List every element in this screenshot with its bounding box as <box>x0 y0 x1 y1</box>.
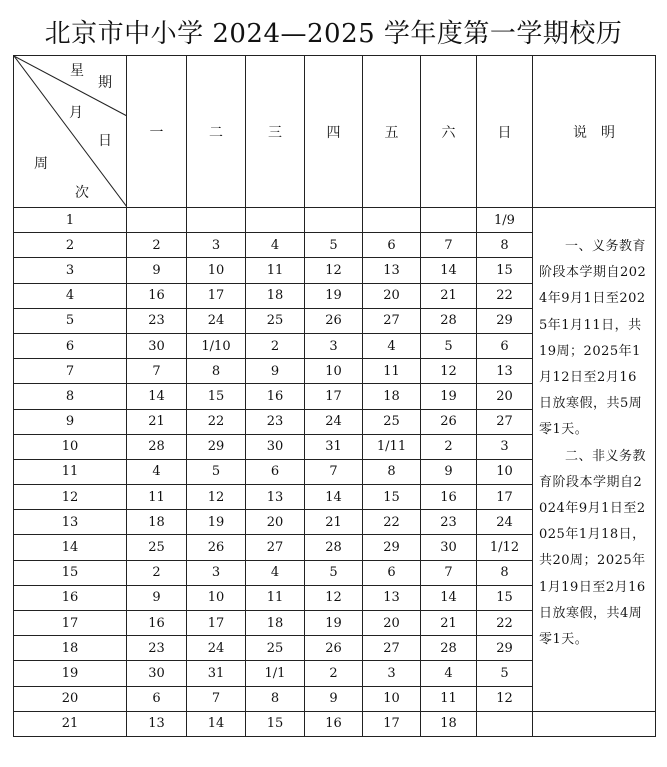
date-cell: 13 <box>246 485 305 510</box>
date-cell <box>305 208 363 233</box>
date-cell: 29 <box>477 636 533 661</box>
school-calendar-table-frame <box>13 55 655 759</box>
week-number-cell: 12 <box>14 485 127 510</box>
date-cell <box>246 208 305 233</box>
date-cell: 13 <box>363 258 421 283</box>
week-number-cell: 13 <box>14 510 127 535</box>
week-number-cell: 18 <box>14 636 127 661</box>
date-cell: 26 <box>187 535 246 560</box>
table-row <box>14 711 656 736</box>
week-number-cell: 4 <box>14 283 127 308</box>
date-cell: 19 <box>305 283 363 308</box>
date-cell: 7 <box>187 686 246 711</box>
date-cell: 16 <box>127 283 187 308</box>
week-number-cell: 15 <box>14 560 127 585</box>
date-cell: 11 <box>246 585 305 610</box>
date-cell: 21 <box>305 510 363 535</box>
date-cell: 13 <box>127 711 187 736</box>
date-cell: 1/11 <box>363 434 421 459</box>
label-ci: 次 <box>75 185 89 201</box>
date-cell: 6 <box>363 233 421 258</box>
label-xing: 星 <box>70 63 84 79</box>
week-number-cell: 11 <box>14 459 127 484</box>
week-number-cell: 10 <box>14 434 127 459</box>
date-cell: 28 <box>421 636 477 661</box>
day-header-wed: 三 <box>246 56 305 208</box>
date-cell: 2 <box>421 434 477 459</box>
date-cell: 20 <box>246 510 305 535</box>
date-cell: 22 <box>477 611 533 636</box>
date-cell: 18 <box>246 611 305 636</box>
date-cell: 19 <box>305 611 363 636</box>
week-number-cell: 16 <box>14 585 127 610</box>
date-cell: 14 <box>187 711 246 736</box>
date-cell: 9 <box>127 258 187 283</box>
date-cell: 17 <box>187 611 246 636</box>
diagonal-header-cell <box>14 56 127 208</box>
date-cell: 9 <box>246 359 305 384</box>
table-row <box>14 208 656 233</box>
date-cell: 18 <box>363 384 421 409</box>
date-cell: 3 <box>305 333 363 358</box>
date-cell: 6 <box>246 459 305 484</box>
date-cell: 4 <box>246 233 305 258</box>
date-cell: 8 <box>246 686 305 711</box>
date-cell: 16 <box>246 384 305 409</box>
day-header-thu: 四 <box>305 56 363 208</box>
date-cell: 5 <box>187 459 246 484</box>
date-cell: 26 <box>421 409 477 434</box>
notes-cell <box>533 208 656 712</box>
week-number-cell: 7 <box>14 359 127 384</box>
date-cell: 25 <box>246 636 305 661</box>
date-cell: 10 <box>187 258 246 283</box>
date-cell: 15 <box>246 711 305 736</box>
note-paragraph: 一、义务教育阶段本学期自2024年9月1日至2025年1月11日，共19周；2025年1月12日至2月16日放寒假，共5周零1天。 <box>539 239 647 438</box>
date-cell: 2 <box>305 661 363 686</box>
week-number-cell: 17 <box>14 611 127 636</box>
date-cell: 28 <box>421 308 477 333</box>
week-number-cell: 21 <box>14 711 127 736</box>
date-cell: 10 <box>305 359 363 384</box>
date-cell: 5 <box>305 233 363 258</box>
date-cell: 4 <box>127 459 187 484</box>
date-cell: 3 <box>187 560 246 585</box>
date-cell: 9 <box>305 686 363 711</box>
date-cell: 15 <box>477 258 533 283</box>
date-cell: 21 <box>421 611 477 636</box>
date-cell: 21 <box>421 283 477 308</box>
date-cell: 12 <box>305 258 363 283</box>
date-cell: 29 <box>187 434 246 459</box>
week-number-cell: 2 <box>14 233 127 258</box>
date-cell: 4 <box>363 333 421 358</box>
date-cell: 5 <box>421 333 477 358</box>
date-cell: 9 <box>421 459 477 484</box>
note-paragraph: 二、非义务教育阶段本学期自2024年9月1日至2025年1月18日，共20周；2025年1月19日至2月16日放寒假，共4周零1天。 <box>539 448 647 648</box>
header-row <box>14 56 656 208</box>
date-cell: 20 <box>363 283 421 308</box>
date-cell: 22 <box>477 283 533 308</box>
date-cell: 8 <box>477 233 533 258</box>
date-cell: 24 <box>305 409 363 434</box>
date-cell: 14 <box>127 384 187 409</box>
date-cell: 23 <box>246 409 305 434</box>
date-cell: 19 <box>187 510 246 535</box>
date-cell: 29 <box>477 308 533 333</box>
date-cell: 3 <box>187 233 246 258</box>
date-cell: 11 <box>421 686 477 711</box>
date-cell: 6 <box>477 333 533 358</box>
date-cell: 7 <box>127 359 187 384</box>
date-cell: 29 <box>363 535 421 560</box>
date-cell: 5 <box>305 560 363 585</box>
date-cell: 16 <box>127 611 187 636</box>
date-cell: 15 <box>363 485 421 510</box>
date-cell: 28 <box>127 434 187 459</box>
date-cell: 20 <box>477 384 533 409</box>
date-cell: 21 <box>127 409 187 434</box>
date-cell: 27 <box>363 636 421 661</box>
week-number-cell: 1 <box>14 208 127 233</box>
date-cell: 15 <box>477 585 533 610</box>
date-cell: 22 <box>187 409 246 434</box>
date-cell: 27 <box>246 535 305 560</box>
date-cell: 13 <box>363 585 421 610</box>
label-ri: 日 <box>98 133 112 149</box>
date-cell: 17 <box>305 384 363 409</box>
date-cell <box>477 711 533 736</box>
date-cell: 1/12 <box>477 535 533 560</box>
date-cell: 30 <box>127 661 187 686</box>
date-cell: 2 <box>127 233 187 258</box>
week-number-cell: 6 <box>14 333 127 358</box>
date-cell: 18 <box>421 711 477 736</box>
date-cell: 24 <box>187 636 246 661</box>
date-cell: 6 <box>363 560 421 585</box>
notes-empty-cell <box>533 711 656 736</box>
week-number-cell: 9 <box>14 409 127 434</box>
date-cell: 16 <box>305 711 363 736</box>
date-cell: 23 <box>127 308 187 333</box>
date-cell: 24 <box>187 308 246 333</box>
date-cell: 9 <box>127 585 187 610</box>
date-cell: 28 <box>305 535 363 560</box>
date-cell: 10 <box>363 686 421 711</box>
week-number-cell: 14 <box>14 535 127 560</box>
label-zhou: 周 <box>34 156 48 172</box>
day-header-sat: 六 <box>421 56 477 208</box>
date-cell: 18 <box>127 510 187 535</box>
date-cell: 8 <box>477 560 533 585</box>
date-cell: 25 <box>363 409 421 434</box>
day-header-tue: 二 <box>187 56 246 208</box>
week-number-cell: 8 <box>14 384 127 409</box>
date-cell: 30 <box>246 434 305 459</box>
date-cell: 27 <box>477 409 533 434</box>
label-qi: 期 <box>98 75 112 91</box>
date-cell: 7 <box>305 459 363 484</box>
date-cell: 26 <box>305 636 363 661</box>
date-cell: 30 <box>127 333 187 358</box>
date-cell: 18 <box>246 283 305 308</box>
week-number-cell: 20 <box>14 686 127 711</box>
date-cell: 11 <box>246 258 305 283</box>
date-cell: 3 <box>477 434 533 459</box>
date-cell: 16 <box>421 485 477 510</box>
notes-header: 说 明 <box>533 56 656 208</box>
date-cell: 4 <box>246 560 305 585</box>
date-cell: 14 <box>421 258 477 283</box>
date-cell: 22 <box>363 510 421 535</box>
day-header-mon: 一 <box>127 56 187 208</box>
day-header-sun: 日 <box>477 56 533 208</box>
date-cell <box>363 208 421 233</box>
date-cell <box>421 208 477 233</box>
date-cell: 1/9 <box>477 208 533 233</box>
date-cell: 17 <box>363 711 421 736</box>
date-cell: 8 <box>187 359 246 384</box>
date-cell: 1/1 <box>246 661 305 686</box>
date-cell: 26 <box>305 308 363 333</box>
date-cell: 20 <box>363 611 421 636</box>
date-cell: 11 <box>363 359 421 384</box>
date-cell: 12 <box>477 686 533 711</box>
date-cell: 31 <box>305 434 363 459</box>
date-cell: 12 <box>187 485 246 510</box>
date-cell: 3 <box>363 661 421 686</box>
school-calendar-table <box>13 55 656 737</box>
date-cell: 31 <box>187 661 246 686</box>
date-cell: 19 <box>421 384 477 409</box>
date-cell: 30 <box>421 535 477 560</box>
date-cell: 12 <box>305 585 363 610</box>
date-cell: 10 <box>187 585 246 610</box>
date-cell: 7 <box>421 233 477 258</box>
date-cell: 24 <box>477 510 533 535</box>
date-cell: 17 <box>187 283 246 308</box>
day-header-fri: 五 <box>363 56 421 208</box>
date-cell: 2 <box>127 560 187 585</box>
date-cell: 15 <box>187 384 246 409</box>
date-cell: 27 <box>363 308 421 333</box>
date-cell: 25 <box>246 308 305 333</box>
date-cell: 23 <box>421 510 477 535</box>
date-cell: 13 <box>477 359 533 384</box>
week-number-cell: 5 <box>14 308 127 333</box>
date-cell: 23 <box>127 636 187 661</box>
date-cell: 12 <box>421 359 477 384</box>
date-cell: 7 <box>421 560 477 585</box>
page-title: 北京市中小学 2024—2025 学年度第一学期校历 <box>44 19 623 49</box>
date-cell: 1/10 <box>187 333 246 358</box>
calendar-body <box>14 208 656 737</box>
date-cell: 8 <box>363 459 421 484</box>
date-cell: 17 <box>477 485 533 510</box>
date-cell: 14 <box>305 485 363 510</box>
week-number-cell: 19 <box>14 661 127 686</box>
date-cell <box>187 208 246 233</box>
date-cell: 25 <box>127 535 187 560</box>
week-number-cell: 3 <box>14 258 127 283</box>
label-yue: 月 <box>69 105 83 121</box>
date-cell: 5 <box>477 661 533 686</box>
date-cell: 2 <box>246 333 305 358</box>
date-cell: 14 <box>421 585 477 610</box>
date-cell: 6 <box>127 686 187 711</box>
date-cell: 11 <box>127 485 187 510</box>
date-cell: 4 <box>421 661 477 686</box>
date-cell <box>127 208 187 233</box>
date-cell: 10 <box>477 459 533 484</box>
